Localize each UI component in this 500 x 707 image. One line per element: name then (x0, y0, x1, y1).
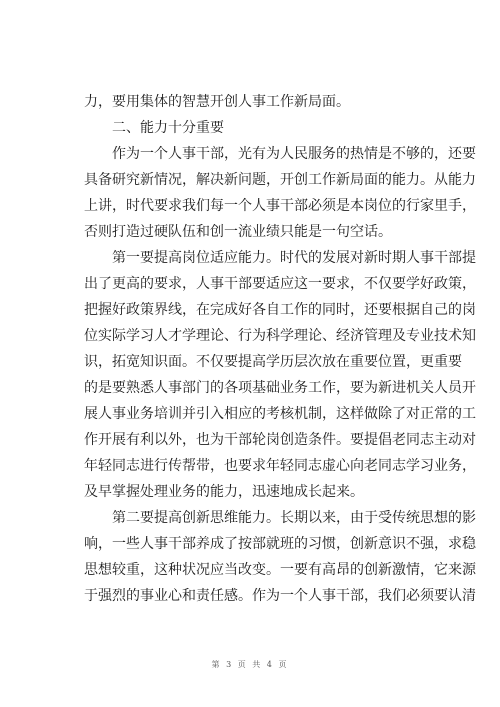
text-line: 上讲，时代要求我们每一个人事干部必须是本岗位的行家里手， (84, 198, 476, 214)
text-line: 把握好政策界线，在完成好各自工作的同时，还要根据自己的岗 (84, 302, 476, 318)
text-line: 的是要熟悉人事部门的各项基础业务工作，要为新进机关人员开 (84, 380, 476, 396)
page-number-label: 第 3 页 共 4 页 (211, 660, 289, 669)
text-line: 识，拓宽知识面。不仅要提高学历层次放在重要位置，更重要 (84, 354, 462, 370)
text-line: 作为一个人事干部，光有为人民服务的热情是不够的，还要 (112, 146, 476, 162)
text-line: 否则打造过硬队伍和创一流业绩只能是一句空话。 (84, 224, 392, 240)
text-line: 思想较重，这种状况应当改变。一要有高昂的创新激情，它来源 (84, 562, 476, 578)
text-line: 展人事业务培训并引入相应的考核机制，这样做除了对正常的工 (84, 406, 476, 422)
text-line: 具备研究新情况，解决新问题，开创工作新局面的能力。从能力 (84, 172, 476, 188)
text-line: 及早掌握处理业务的能力，迅速地成长起来。 (84, 484, 364, 500)
text-line: 出了更高的要求，人事干部要适应这一要求，不仅要学好政策， (84, 276, 476, 292)
text-line: 年轻同志进行传帮带，也要求年轻同志虚心向老同志学习业务， (84, 458, 476, 474)
text-line: 于强烈的事业心和责任感。作为一个人事干部，我们必须要认清 (84, 588, 476, 604)
text-line: 力，要用集体的智慧开创人事工作新局面。 (84, 94, 350, 110)
section-heading: 二、能力十分重要 (112, 120, 224, 136)
text-line: 响，一些人事干部养成了按部就班的习惯，创新意识不强，求稳 (84, 536, 476, 552)
text-line: 第二要提高创新思维能力。长期以来，由于受传统思想的影 (112, 510, 476, 526)
page-footer (0, 659, 500, 670)
text-line: 作开展有利以外，也为干部轮岗创造条件。要提倡老同志主动对 (84, 432, 476, 448)
text-line: 位实际学习人才学理论、行为科学理论、经济管理及专业技术知 (84, 328, 476, 344)
text-line: 第一要提高岗位适应能力。时代的发展对新时期人事干部提 (112, 250, 476, 266)
document-body (84, 89, 476, 609)
